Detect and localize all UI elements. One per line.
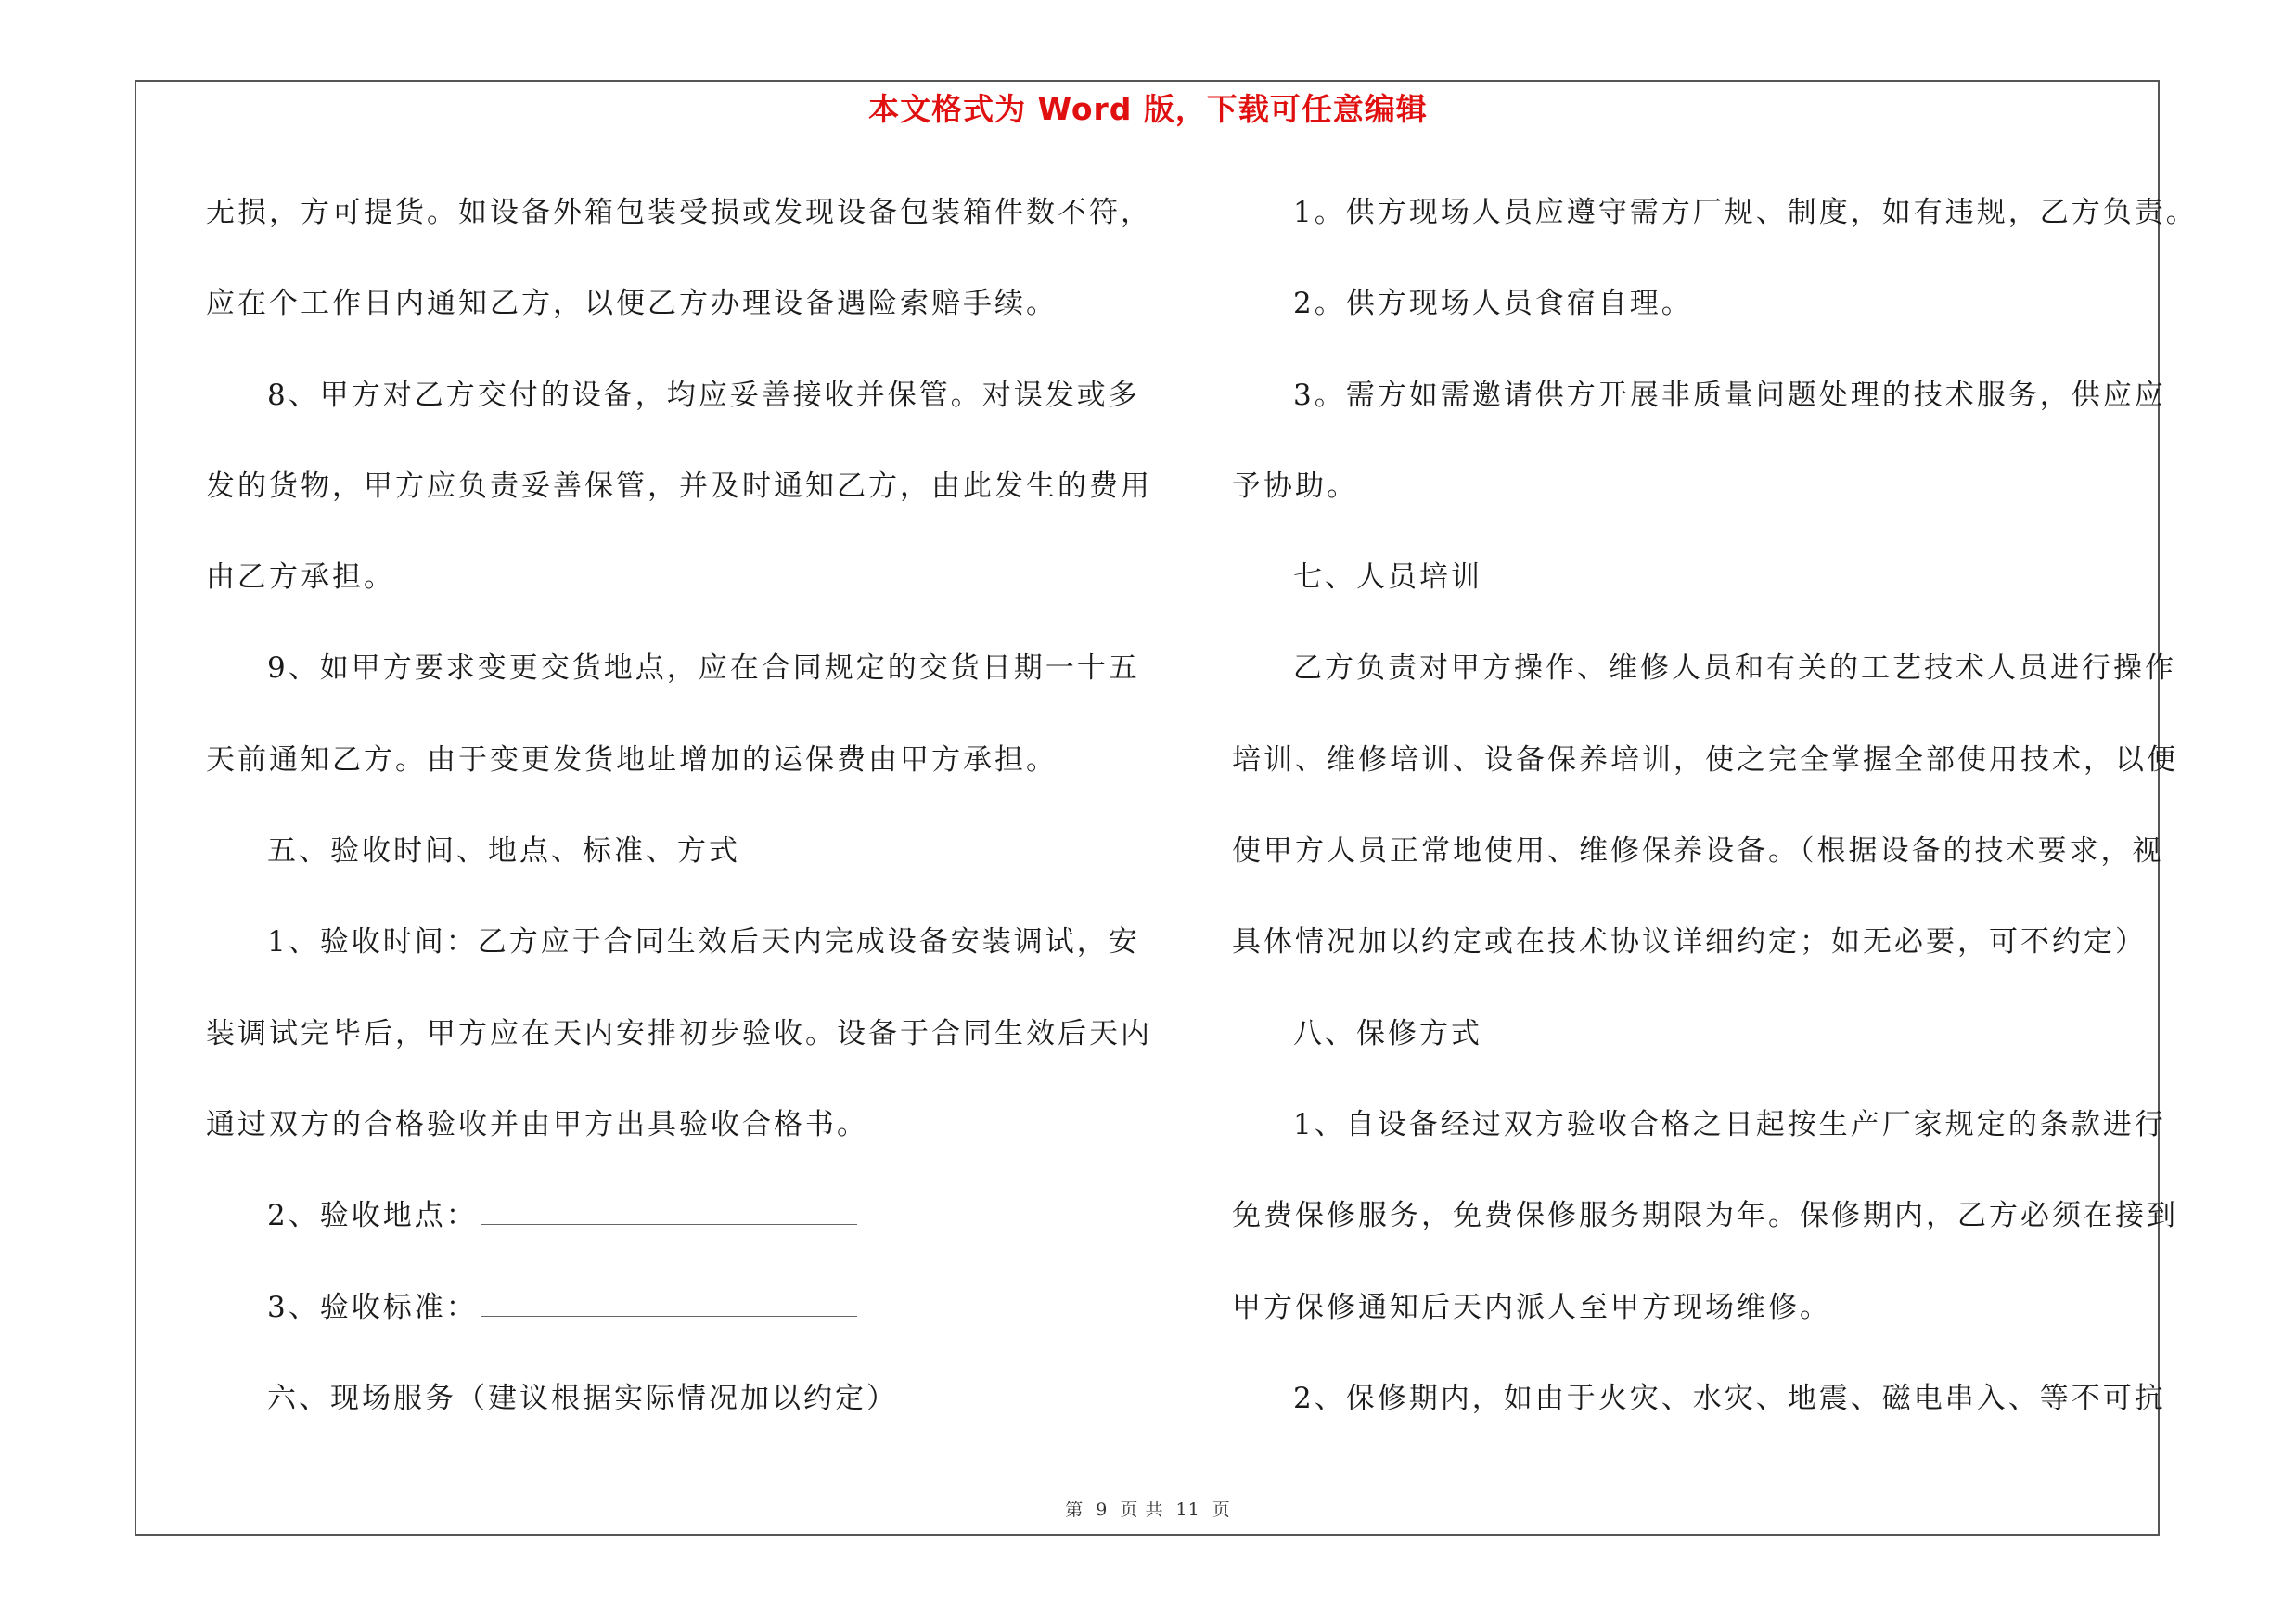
line-text: 使甲方人员正常地使用、维修保养设备。（根据设备的技术要求，视: [1232, 834, 2164, 869]
text-line: [1232, 638, 2178, 728]
text-line: [1232, 911, 2178, 1002]
text-line: [1232, 1185, 2178, 1276]
text-line: [206, 456, 1152, 547]
line-text: 乙方负责对甲方操作、维修人员和有关的工艺技术人员进行操作: [1293, 651, 2176, 686]
footer-prefix: 第: [1065, 1500, 1084, 1520]
left-text-column: [206, 182, 1152, 1459]
text-line: [206, 273, 1143, 364]
text-line: [206, 1003, 1152, 1094]
line-text: 天前通知乙方。由于变更发货地址增加的运保费由甲方承担。: [206, 742, 1058, 777]
line-text: 予协助。: [1232, 469, 1358, 503]
text-line: [206, 1094, 1143, 1185]
footer-middle: 页 共: [1120, 1500, 1164, 1520]
text-line: [1232, 182, 2198, 273]
text-line: [206, 182, 1152, 273]
line-text: 2、验收地点：: [267, 1199, 478, 1233]
line-text: 1。供方现场人员应遵守需方厂规、制度，如有违规，乙方负责。: [1293, 196, 2198, 229]
text-line: [1232, 547, 2178, 638]
line-text: 具体情况加以约定或在技术协议详细约定；如无必要，可不约定）: [1232, 925, 2147, 960]
line-text: 2、保修期内，如由于火灾、水灾、地震、磁电串入、等不可抗: [1293, 1381, 2166, 1415]
text-line: [206, 1185, 1143, 1276]
text-line: [1232, 1277, 2178, 1368]
line-text: 七、人员培训: [1293, 560, 1482, 595]
text-line: [206, 365, 1143, 456]
line-text: 1、验收时间：乙方应于合同生效后天内完成设备安装调试，安: [267, 925, 1140, 960]
text-line: [1232, 729, 2178, 820]
text-line: [206, 820, 1143, 911]
line-text: 9、如甲方要求变更交货地点，应在合同规定的交货日期一十五: [267, 651, 1140, 686]
line-text: 应在个工作日内通知乙方，以便乙方办理设备遇险索赔手续。: [206, 287, 1058, 321]
line-text: 八、保修方式: [1293, 1016, 1482, 1050]
text-line: [1232, 365, 2178, 456]
right-text-column: [1232, 182, 2198, 1459]
footer-page-number: 9: [1096, 1500, 1109, 1520]
text-line: [206, 1368, 1143, 1459]
line-text: 3。需方如需邀请供方开展非质量问题处理的技术服务，供应应: [1293, 378, 2166, 412]
text-line: [206, 911, 1143, 1002]
footer-total-pages: 11: [1175, 1500, 1200, 1520]
text-line: [206, 638, 1143, 728]
footer-suffix: 页: [1212, 1500, 1231, 1520]
fill-in-blank-line: [481, 1284, 857, 1317]
text-line: [206, 729, 1143, 820]
line-text: 由乙方承担。: [206, 560, 395, 595]
text-line: [1232, 1368, 2178, 1459]
line-text: 甲方保修通知后天内派人至甲方现场维修。: [1232, 1290, 1831, 1324]
line-text: 通过双方的合格验收并由甲方出具验收合格书。: [206, 1107, 868, 1141]
line-text: 六、现场服务（建议根据实际情况加以约定）: [267, 1381, 898, 1415]
line-text: 1、自设备经过双方验收合格之日起按生产厂家规定的条款进行: [1293, 1107, 2166, 1141]
text-line: [1232, 1003, 2178, 1094]
text-line: [1232, 456, 2178, 547]
line-text: 3、验收标准：: [267, 1290, 478, 1324]
page-number-footer: [0, 1496, 2296, 1521]
editable-word-banner: 本文格式为 Word 版，下载可任意编辑: [868, 91, 1428, 127]
text-line: [1232, 1094, 2178, 1185]
line-text: 免费保修服务，免费保修服务期限为年。保修期内，乙方必须在接到: [1232, 1199, 2178, 1233]
line-text: 2。供方现场人员食宿自理。: [1293, 287, 1693, 321]
line-text: 8、甲方对乙方交付的设备，均应妥善接收并保管。对误发或多: [267, 378, 1140, 412]
line-text: 五、验收时间、地点、标准、方式: [267, 834, 740, 869]
fill-in-blank-line: [481, 1192, 857, 1225]
line-text: 无损，方可提货。如设备外箱包装受损或发现设备包装箱件数不符，: [206, 196, 1152, 229]
line-text: 发的货物，甲方应负责妥善保管，并及时通知乙方，由此发生的费用: [206, 469, 1152, 503]
text-line: [206, 547, 1143, 638]
line-text: 装调试完毕后，甲方应在天内安排初步验收。设备于合同生效后天内: [206, 1016, 1152, 1050]
text-line: [206, 1277, 1143, 1368]
text-line: [1232, 820, 2178, 911]
text-line: [1232, 273, 2178, 364]
line-text: 培训、维修培训、设备保养培训，使之完全掌握全部使用技术，以便: [1232, 742, 2178, 777]
